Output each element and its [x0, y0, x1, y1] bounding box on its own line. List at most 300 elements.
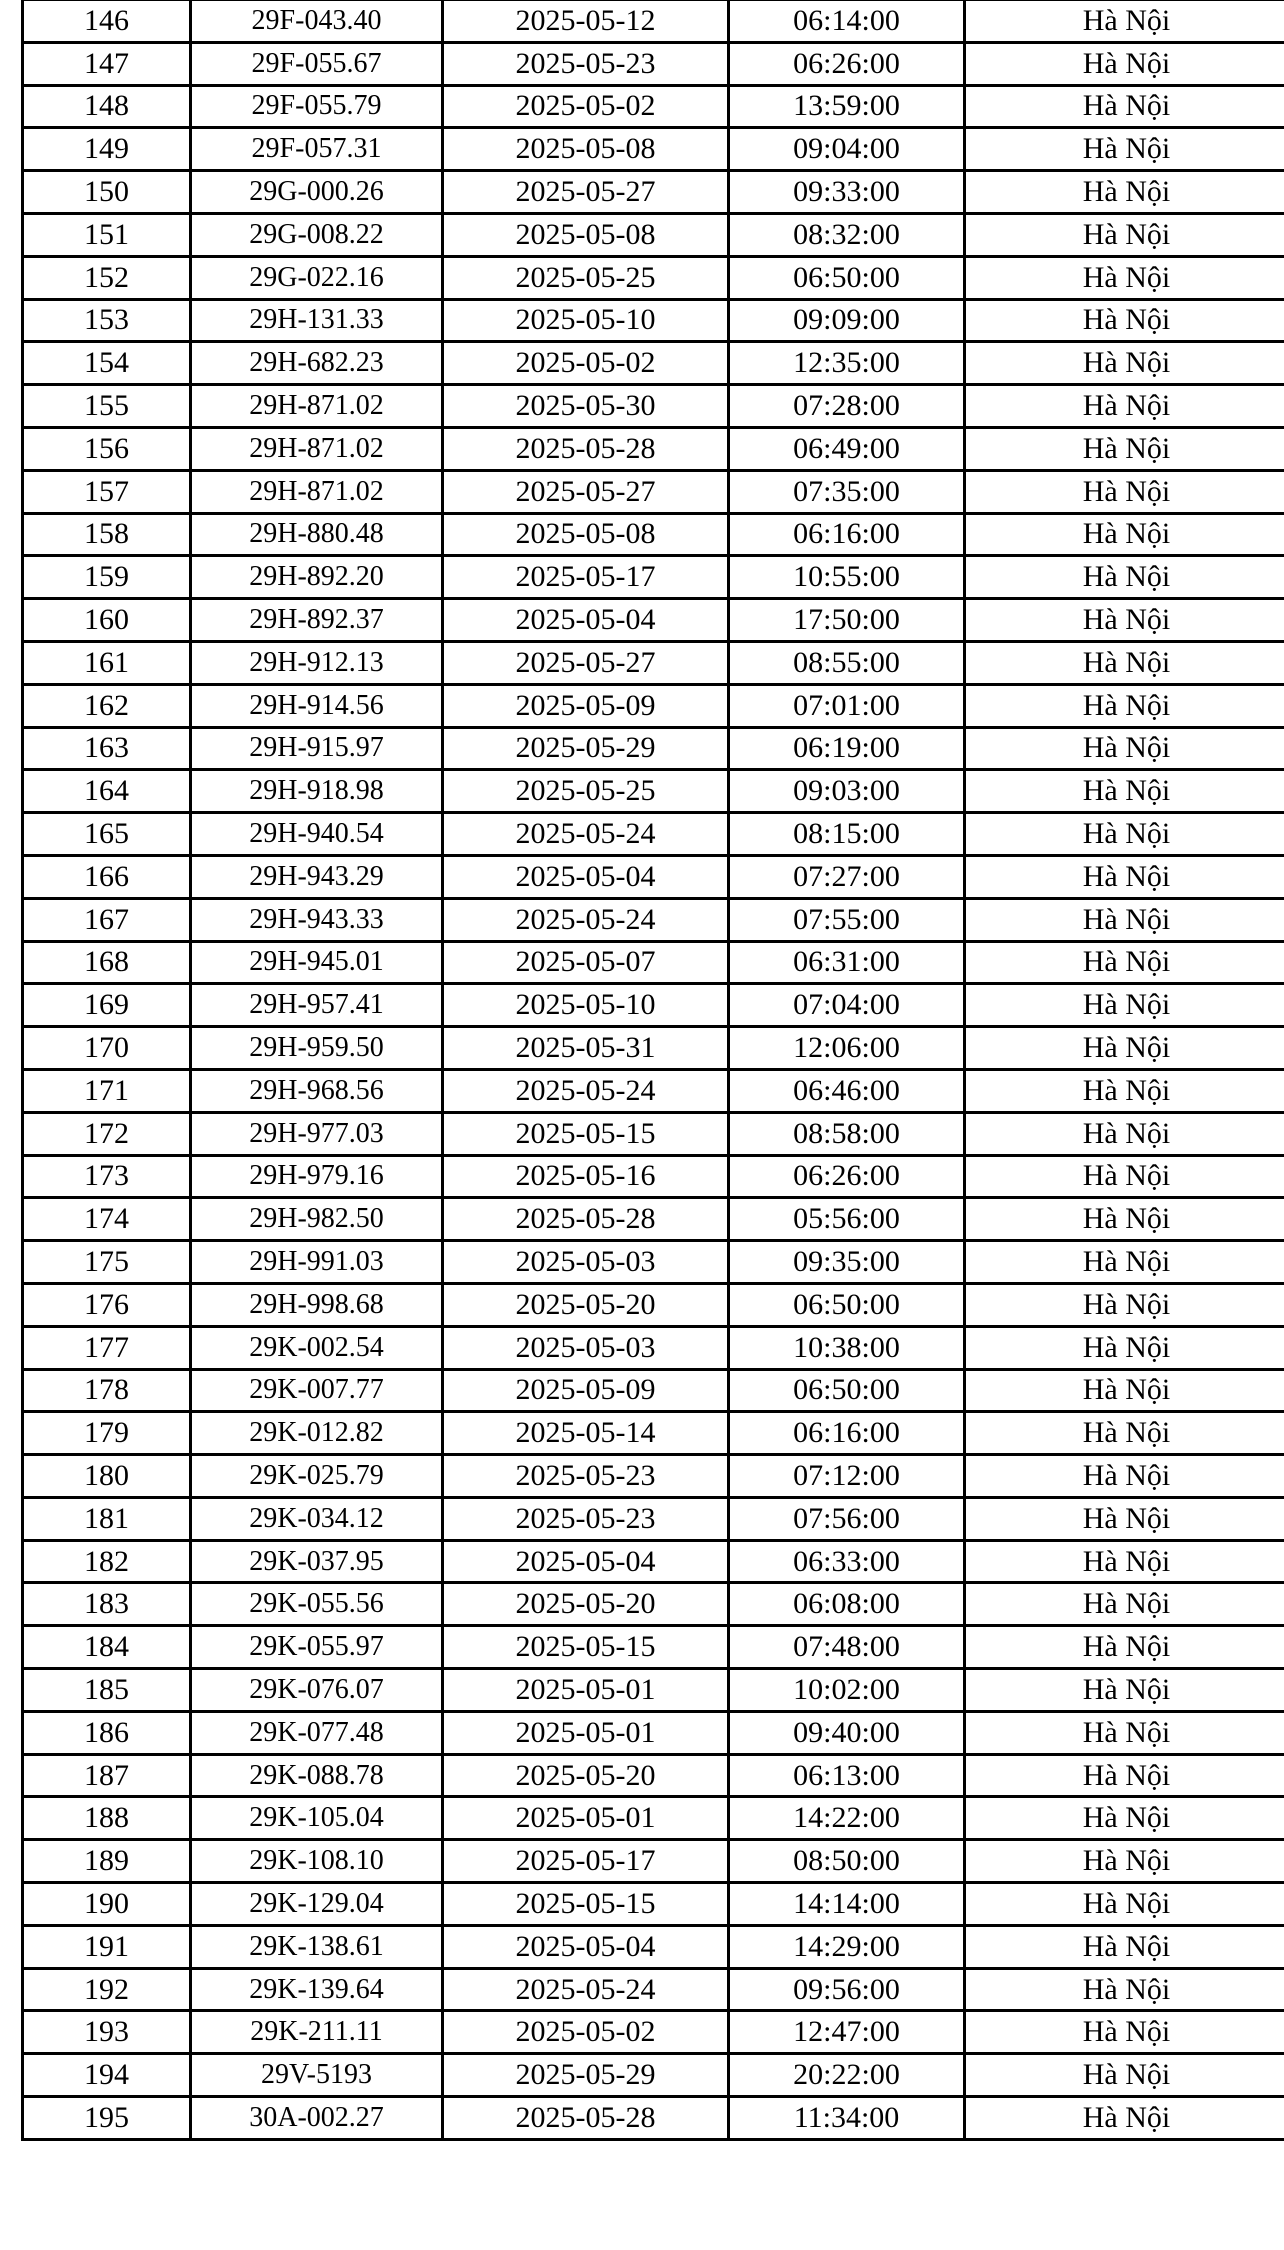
date-cell: 2025-05-24 — [443, 898, 729, 941]
row-number-cell: 176 — [23, 1283, 191, 1326]
row-number-cell: 157 — [23, 470, 191, 513]
table-row — [23, 684, 1284, 727]
row-number-cell: 190 — [23, 1883, 191, 1926]
license-plate-cell: 29H-945.01 — [191, 941, 443, 984]
table-row — [23, 427, 1284, 470]
time-cell: 07:28:00 — [729, 385, 965, 428]
table-row — [23, 1198, 1284, 1241]
time-cell: 07:55:00 — [729, 898, 965, 941]
time-cell: 12:06:00 — [729, 1027, 965, 1070]
location-cell: Hà Nội — [965, 1027, 1284, 1070]
time-cell: 06:50:00 — [729, 1283, 965, 1326]
location-cell: Hà Nội — [965, 1968, 1284, 2011]
date-cell: 2025-05-23 — [443, 1455, 729, 1498]
license-plate-cell: 29K-055.56 — [191, 1583, 443, 1626]
location-cell: Hà Nội — [965, 2011, 1284, 2054]
date-cell: 2025-05-03 — [443, 1326, 729, 1369]
row-number-cell: 147 — [23, 42, 191, 85]
table-row — [23, 898, 1284, 941]
location-cell: Hà Nội — [965, 1754, 1284, 1797]
license-plate-cell: 29H-957.41 — [191, 984, 443, 1027]
license-plate-cell: 29H-871.02 — [191, 470, 443, 513]
table-row — [23, 513, 1284, 556]
location-cell: Hà Nội — [965, 1455, 1284, 1498]
license-plate-cell: 29H-943.33 — [191, 898, 443, 941]
date-cell: 2025-05-17 — [443, 1840, 729, 1883]
location-cell: Hà Nội — [965, 1412, 1284, 1455]
time-cell: 09:04:00 — [729, 128, 965, 171]
table-row — [23, 1925, 1284, 1968]
time-cell: 06:13:00 — [729, 1754, 965, 1797]
license-plate-cell: 29H-892.37 — [191, 599, 443, 642]
row-number-cell: 192 — [23, 1968, 191, 2011]
time-cell: 06:19:00 — [729, 727, 965, 770]
license-plate-cell: 30A-002.27 — [191, 2097, 443, 2140]
license-plate-cell: 29K-139.64 — [191, 1968, 443, 2011]
row-number-cell: 183 — [23, 1583, 191, 1626]
time-cell: 06:26:00 — [729, 42, 965, 85]
time-cell: 08:15:00 — [729, 813, 965, 856]
date-cell: 2025-05-23 — [443, 42, 729, 85]
date-cell: 2025-05-23 — [443, 1497, 729, 1540]
table-row — [23, 641, 1284, 684]
date-cell: 2025-05-08 — [443, 213, 729, 256]
license-plate-cell: 29F-057.31 — [191, 128, 443, 171]
license-plate-cell: 29K-138.61 — [191, 1925, 443, 1968]
location-cell: Hà Nội — [965, 342, 1284, 385]
location-cell: Hà Nội — [965, 1112, 1284, 1155]
license-plate-cell: 29H-940.54 — [191, 813, 443, 856]
row-number-cell: 150 — [23, 171, 191, 214]
location-cell: Hà Nội — [965, 641, 1284, 684]
date-cell: 2025-05-07 — [443, 941, 729, 984]
time-cell: 10:38:00 — [729, 1326, 965, 1369]
time-cell: 09:56:00 — [729, 1968, 965, 2011]
row-number-cell: 193 — [23, 2011, 191, 2054]
date-cell: 2025-05-24 — [443, 813, 729, 856]
row-number-cell: 153 — [23, 299, 191, 342]
license-plate-cell: 29F-055.79 — [191, 85, 443, 128]
row-number-cell: 188 — [23, 1797, 191, 1840]
time-cell: 13:59:00 — [729, 85, 965, 128]
location-cell: Hà Nội — [965, 513, 1284, 556]
table-row — [23, 1797, 1284, 1840]
table-row — [23, 1455, 1284, 1498]
time-cell: 06:16:00 — [729, 1412, 965, 1455]
time-cell: 14:22:00 — [729, 1797, 965, 1840]
table-row — [23, 1497, 1284, 1540]
date-cell: 2025-05-25 — [443, 770, 729, 813]
row-number-cell: 156 — [23, 427, 191, 470]
table-row — [23, 1112, 1284, 1155]
date-cell: 2025-05-17 — [443, 556, 729, 599]
row-number-cell: 185 — [23, 1669, 191, 1712]
license-plate-cell: 29K-211.11 — [191, 2011, 443, 2054]
date-cell: 2025-05-20 — [443, 1583, 729, 1626]
license-plate-cell: 29H-968.56 — [191, 1069, 443, 1112]
table-row — [23, 813, 1284, 856]
table-row — [23, 1840, 1284, 1883]
date-cell: 2025-05-15 — [443, 1112, 729, 1155]
table-row — [23, 1583, 1284, 1626]
date-cell: 2025-05-15 — [443, 1883, 729, 1926]
date-cell: 2025-05-09 — [443, 684, 729, 727]
date-cell: 2025-05-04 — [443, 1925, 729, 1968]
time-cell: 06:14:00 — [729, 0, 965, 42]
table-row — [23, 1626, 1284, 1669]
row-number-cell: 146 — [23, 0, 191, 42]
location-cell: Hà Nội — [965, 1326, 1284, 1369]
license-plate-cell: 29K-076.07 — [191, 1669, 443, 1712]
license-plate-cell: 29H-131.33 — [191, 299, 443, 342]
row-number-cell: 187 — [23, 1754, 191, 1797]
time-cell: 12:47:00 — [729, 2011, 965, 2054]
license-plate-cell: 29K-037.95 — [191, 1540, 443, 1583]
row-number-cell: 186 — [23, 1711, 191, 1754]
table-row — [23, 2054, 1284, 2097]
time-cell: 07:35:00 — [729, 470, 965, 513]
time-cell: 07:01:00 — [729, 684, 965, 727]
location-cell: Hà Nội — [965, 1797, 1284, 1840]
location-cell: Hà Nội — [965, 599, 1284, 642]
location-cell: Hà Nội — [965, 1711, 1284, 1754]
location-cell: Hà Nội — [965, 1669, 1284, 1712]
time-cell: 08:55:00 — [729, 641, 965, 684]
date-cell: 2025-05-28 — [443, 1198, 729, 1241]
location-cell: Hà Nội — [965, 0, 1284, 42]
row-number-cell: 162 — [23, 684, 191, 727]
date-cell: 2025-05-01 — [443, 1711, 729, 1754]
row-number-cell: 184 — [23, 1626, 191, 1669]
row-number-cell: 166 — [23, 855, 191, 898]
table-row — [23, 1369, 1284, 1412]
time-cell: 09:33:00 — [729, 171, 965, 214]
date-cell: 2025-05-29 — [443, 2054, 729, 2097]
table-row — [23, 1540, 1284, 1583]
time-cell: 06:26:00 — [729, 1155, 965, 1198]
license-plate-cell: 29K-025.79 — [191, 1455, 443, 1498]
license-plate-cell: 29H-918.98 — [191, 770, 443, 813]
license-plate-cell: 29H-915.97 — [191, 727, 443, 770]
table-row — [23, 727, 1284, 770]
license-plate-cell: 29F-055.67 — [191, 42, 443, 85]
time-cell: 08:32:00 — [729, 213, 965, 256]
table-row — [23, 1883, 1284, 1926]
table-row — [23, 855, 1284, 898]
row-number-cell: 181 — [23, 1497, 191, 1540]
row-number-cell: 178 — [23, 1369, 191, 1412]
license-plate-cell: 29H-943.29 — [191, 855, 443, 898]
document-page — [21, 0, 1284, 2141]
time-cell: 06:49:00 — [729, 427, 965, 470]
license-plate-cell: 29G-000.26 — [191, 171, 443, 214]
location-cell: Hà Nội — [965, 1540, 1284, 1583]
row-number-cell: 164 — [23, 770, 191, 813]
row-number-cell: 168 — [23, 941, 191, 984]
location-cell: Hà Nội — [965, 42, 1284, 85]
license-plate-cell: 29K-129.04 — [191, 1883, 443, 1926]
date-cell: 2025-05-10 — [443, 299, 729, 342]
location-cell: Hà Nội — [965, 1583, 1284, 1626]
date-cell: 2025-05-08 — [443, 513, 729, 556]
time-cell: 14:14:00 — [729, 1883, 965, 1926]
location-cell: Hà Nội — [965, 898, 1284, 941]
table-row — [23, 770, 1284, 813]
table-row — [23, 299, 1284, 342]
table-row — [23, 1711, 1284, 1754]
table-row — [23, 213, 1284, 256]
row-number-cell: 191 — [23, 1925, 191, 1968]
license-plate-cell: 29V-5193 — [191, 2054, 443, 2097]
time-cell: 12:35:00 — [729, 342, 965, 385]
row-number-cell: 161 — [23, 641, 191, 684]
records-table-body — [23, 0, 1284, 2139]
table-row — [23, 42, 1284, 85]
location-cell: Hà Nội — [965, 2097, 1284, 2140]
table-row — [23, 556, 1284, 599]
table-row — [23, 342, 1284, 385]
row-number-cell: 173 — [23, 1155, 191, 1198]
row-number-cell: 149 — [23, 128, 191, 171]
date-cell: 2025-05-10 — [443, 984, 729, 1027]
license-plate-cell: 29H-959.50 — [191, 1027, 443, 1070]
date-cell: 2025-05-27 — [443, 641, 729, 684]
date-cell: 2025-05-02 — [443, 2011, 729, 2054]
location-cell: Hà Nội — [965, 1497, 1284, 1540]
date-cell: 2025-05-28 — [443, 427, 729, 470]
date-cell: 2025-05-01 — [443, 1797, 729, 1840]
time-cell: 06:33:00 — [729, 1540, 965, 1583]
time-cell: 08:50:00 — [729, 1840, 965, 1883]
time-cell: 09:09:00 — [729, 299, 965, 342]
location-cell: Hà Nội — [965, 770, 1284, 813]
row-number-cell: 194 — [23, 2054, 191, 2097]
date-cell: 2025-05-04 — [443, 855, 729, 898]
date-cell: 2025-05-25 — [443, 256, 729, 299]
row-number-cell: 174 — [23, 1198, 191, 1241]
time-cell: 07:12:00 — [729, 1455, 965, 1498]
location-cell: Hà Nội — [965, 427, 1284, 470]
table-row — [23, 1241, 1284, 1284]
location-cell: Hà Nội — [965, 684, 1284, 727]
time-cell: 10:55:00 — [729, 556, 965, 599]
date-cell: 2025-05-24 — [443, 1968, 729, 2011]
row-number-cell: 170 — [23, 1027, 191, 1070]
table-row — [23, 1968, 1284, 2011]
location-cell: Hà Nội — [965, 171, 1284, 214]
table-row — [23, 0, 1284, 42]
row-number-cell: 171 — [23, 1069, 191, 1112]
date-cell: 2025-05-27 — [443, 171, 729, 214]
date-cell: 2025-05-30 — [443, 385, 729, 428]
date-cell: 2025-05-02 — [443, 342, 729, 385]
license-plate-cell: 29H-892.20 — [191, 556, 443, 599]
license-plate-cell: 29H-880.48 — [191, 513, 443, 556]
location-cell: Hà Nội — [965, 556, 1284, 599]
license-plate-cell: 29F-043.40 — [191, 0, 443, 42]
license-plate-cell: 29H-979.16 — [191, 1155, 443, 1198]
license-plate-cell: 29K-105.04 — [191, 1797, 443, 1840]
license-plate-cell: 29H-998.68 — [191, 1283, 443, 1326]
date-cell: 2025-05-20 — [443, 1754, 729, 1797]
row-number-cell: 155 — [23, 385, 191, 428]
row-number-cell: 172 — [23, 1112, 191, 1155]
location-cell: Hà Nội — [965, 984, 1284, 1027]
time-cell: 09:40:00 — [729, 1711, 965, 1754]
location-cell: Hà Nội — [965, 1198, 1284, 1241]
table-row — [23, 2011, 1284, 2054]
time-cell: 20:22:00 — [729, 2054, 965, 2097]
table-row — [23, 1326, 1284, 1369]
row-number-cell: 152 — [23, 256, 191, 299]
location-cell: Hà Nội — [965, 727, 1284, 770]
row-number-cell: 189 — [23, 1840, 191, 1883]
table-row — [23, 385, 1284, 428]
date-cell: 2025-05-12 — [443, 0, 729, 42]
location-cell: Hà Nội — [965, 256, 1284, 299]
license-plate-cell: 29K-088.78 — [191, 1754, 443, 1797]
license-plate-cell: 29H-871.02 — [191, 385, 443, 428]
license-plate-cell: 29K-034.12 — [191, 1497, 443, 1540]
date-cell: 2025-05-01 — [443, 1669, 729, 1712]
location-cell: Hà Nội — [965, 1069, 1284, 1112]
time-cell: 09:03:00 — [729, 770, 965, 813]
license-plate-cell: 29K-002.54 — [191, 1326, 443, 1369]
row-number-cell: 182 — [23, 1540, 191, 1583]
row-number-cell: 158 — [23, 513, 191, 556]
location-cell: Hà Nội — [965, 1369, 1284, 1412]
license-plate-cell: 29K-055.97 — [191, 1626, 443, 1669]
location-cell: Hà Nội — [965, 941, 1284, 984]
row-number-cell: 177 — [23, 1326, 191, 1369]
license-plate-cell: 29H-912.13 — [191, 641, 443, 684]
license-plate-cell: 29G-008.22 — [191, 213, 443, 256]
row-number-cell: 160 — [23, 599, 191, 642]
row-number-cell: 151 — [23, 213, 191, 256]
time-cell: 09:35:00 — [729, 1241, 965, 1284]
time-cell: 07:56:00 — [729, 1497, 965, 1540]
license-plate-cell: 29H-982.50 — [191, 1198, 443, 1241]
date-cell: 2025-05-15 — [443, 1626, 729, 1669]
table-row — [23, 470, 1284, 513]
license-plate-cell: 29K-108.10 — [191, 1840, 443, 1883]
date-cell: 2025-05-09 — [443, 1369, 729, 1412]
location-cell: Hà Nội — [965, 1626, 1284, 1669]
date-cell: 2025-05-02 — [443, 85, 729, 128]
table-row — [23, 256, 1284, 299]
time-cell: 05:56:00 — [729, 1198, 965, 1241]
location-cell: Hà Nội — [965, 128, 1284, 171]
table-row — [23, 599, 1284, 642]
license-plate-cell: 29K-007.77 — [191, 1369, 443, 1412]
license-plate-cell: 29H-977.03 — [191, 1112, 443, 1155]
row-number-cell: 169 — [23, 984, 191, 1027]
location-cell: Hà Nội — [965, 213, 1284, 256]
date-cell: 2025-05-29 — [443, 727, 729, 770]
date-cell: 2025-05-20 — [443, 1283, 729, 1326]
time-cell: 06:31:00 — [729, 941, 965, 984]
time-cell: 06:50:00 — [729, 256, 965, 299]
license-plate-cell: 29H-914.56 — [191, 684, 443, 727]
table-row — [23, 1754, 1284, 1797]
table-row — [23, 1027, 1284, 1070]
date-cell: 2025-05-28 — [443, 2097, 729, 2140]
row-number-cell: 163 — [23, 727, 191, 770]
row-number-cell: 159 — [23, 556, 191, 599]
time-cell: 11:34:00 — [729, 2097, 965, 2140]
time-cell: 07:48:00 — [729, 1626, 965, 1669]
table-row — [23, 171, 1284, 214]
row-number-cell: 148 — [23, 85, 191, 128]
table-row — [23, 2097, 1284, 2140]
location-cell: Hà Nội — [965, 1840, 1284, 1883]
time-cell: 17:50:00 — [729, 599, 965, 642]
records-table — [21, 0, 1284, 2141]
time-cell: 06:08:00 — [729, 1583, 965, 1626]
date-cell: 2025-05-08 — [443, 128, 729, 171]
table-row — [23, 128, 1284, 171]
time-cell: 07:27:00 — [729, 855, 965, 898]
license-plate-cell: 29G-022.16 — [191, 256, 443, 299]
time-cell: 10:02:00 — [729, 1669, 965, 1712]
location-cell: Hà Nội — [965, 1883, 1284, 1926]
license-plate-cell: 29K-077.48 — [191, 1711, 443, 1754]
table-row — [23, 941, 1284, 984]
date-cell: 2025-05-27 — [443, 470, 729, 513]
row-number-cell: 175 — [23, 1241, 191, 1284]
table-row — [23, 984, 1284, 1027]
row-number-cell: 165 — [23, 813, 191, 856]
location-cell: Hà Nội — [965, 299, 1284, 342]
row-number-cell: 195 — [23, 2097, 191, 2140]
date-cell: 2025-05-03 — [443, 1241, 729, 1284]
license-plate-cell: 29H-991.03 — [191, 1241, 443, 1284]
license-plate-cell: 29H-682.23 — [191, 342, 443, 385]
date-cell: 2025-05-04 — [443, 1540, 729, 1583]
date-cell: 2025-05-14 — [443, 1412, 729, 1455]
location-cell: Hà Nội — [965, 813, 1284, 856]
location-cell: Hà Nội — [965, 1283, 1284, 1326]
license-plate-cell: 29K-012.82 — [191, 1412, 443, 1455]
row-number-cell: 154 — [23, 342, 191, 385]
location-cell: Hà Nội — [965, 855, 1284, 898]
time-cell: 06:16:00 — [729, 513, 965, 556]
time-cell: 14:29:00 — [729, 1925, 965, 1968]
date-cell: 2025-05-04 — [443, 599, 729, 642]
location-cell: Hà Nội — [965, 85, 1284, 128]
table-row — [23, 1069, 1284, 1112]
table-row — [23, 1155, 1284, 1198]
row-number-cell: 180 — [23, 1455, 191, 1498]
date-cell: 2025-05-31 — [443, 1027, 729, 1070]
date-cell: 2025-05-16 — [443, 1155, 729, 1198]
location-cell: Hà Nội — [965, 2054, 1284, 2097]
location-cell: Hà Nội — [965, 1925, 1284, 1968]
table-row — [23, 1669, 1284, 1712]
row-number-cell: 167 — [23, 898, 191, 941]
time-cell: 08:58:00 — [729, 1112, 965, 1155]
location-cell: Hà Nội — [965, 385, 1284, 428]
time-cell: 06:50:00 — [729, 1369, 965, 1412]
row-number-cell: 179 — [23, 1412, 191, 1455]
time-cell: 07:04:00 — [729, 984, 965, 1027]
location-cell: Hà Nội — [965, 1241, 1284, 1284]
table-row — [23, 1412, 1284, 1455]
location-cell: Hà Nội — [965, 470, 1284, 513]
table-row — [23, 1283, 1284, 1326]
location-cell: Hà Nội — [965, 1155, 1284, 1198]
table-row — [23, 85, 1284, 128]
